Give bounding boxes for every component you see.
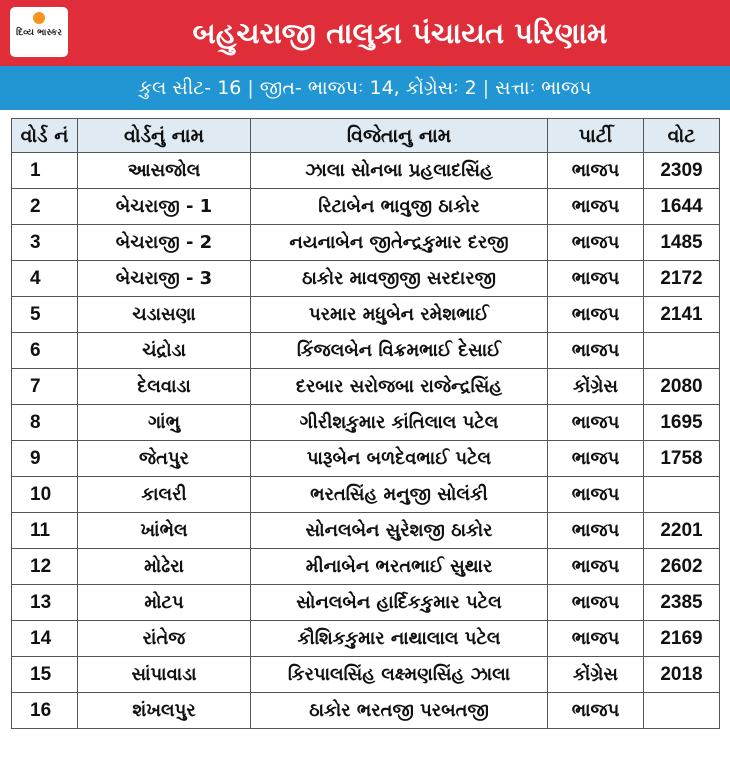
winner-name: ગીરીશકુમાર કાંતિલાલ પટેલ [251, 405, 548, 441]
ward-name: બેચરાજી - 2 [78, 225, 251, 261]
party: ભાજપ [548, 585, 644, 621]
table-row [12, 549, 720, 585]
table-row [12, 333, 720, 369]
header-ward-name: વોર્ડનું નામ [78, 119, 251, 153]
votes [644, 477, 720, 513]
votes: 2141 [644, 297, 720, 333]
party: ભાજપ [548, 693, 644, 729]
table-row [12, 369, 720, 405]
separator: | [247, 77, 254, 99]
header-winner-name: વિજેતાનુ નામ [251, 119, 548, 153]
separator: | [482, 77, 490, 99]
winner-name: સોનલબેન સુરેશજી ઠાકોર [251, 513, 548, 549]
party: કોંગ્રેસ [548, 369, 644, 405]
ward-name: ચંદ્રોડા [78, 333, 251, 369]
ward-number: 12 [12, 549, 78, 585]
ward-name: શંખલપુર [78, 693, 251, 729]
ward-name: મોટપ [78, 585, 251, 621]
table-row [12, 297, 720, 333]
table-row [12, 513, 720, 549]
header-ward-no: વોર્ડ નં [12, 119, 78, 153]
ward-name: કાલરી [78, 477, 251, 513]
ward-name: મોઢેરા [78, 549, 251, 585]
party: ભાજપ [548, 441, 644, 477]
votes: 2602 [644, 549, 720, 585]
table-row [12, 405, 720, 441]
table-body [12, 153, 720, 729]
winner-name: પારૂબેન બળદેવભાઈ પટેલ [251, 441, 548, 477]
votes: 1485 [644, 225, 720, 261]
party: ભાજપ [548, 621, 644, 657]
votes: 2018 [644, 657, 720, 693]
total-seats: કુલ સીટ- 16 [138, 77, 242, 99]
page-title: બહુચરાજી તાલુકા પંચાયત પરિણામ [192, 16, 608, 50]
ward-name: ચડાસણા [78, 297, 251, 333]
table-header-row [12, 119, 720, 153]
winner-name: રિટાબેન ભાવુજી ઠાકોર [251, 189, 548, 225]
winner-name: દરબાર સરોજબા રાજેન્દ્રસિંહ [251, 369, 548, 405]
votes [644, 333, 720, 369]
table-row [12, 621, 720, 657]
ward-name: દેલવાડા [78, 369, 251, 405]
table-row [12, 153, 720, 189]
ward-number: 6 [12, 333, 78, 369]
party: કોંગ્રેસ [548, 657, 644, 693]
table-row [12, 477, 720, 513]
table-row [12, 657, 720, 693]
votes [644, 693, 720, 729]
ward-number: 14 [12, 621, 78, 657]
sun-icon [33, 12, 45, 24]
ward-number: 1 [12, 153, 78, 189]
ward-number: 13 [12, 585, 78, 621]
ward-number: 9 [12, 441, 78, 477]
winner-name: મીનાબેન ભરતભાઈ સુથાર [251, 549, 548, 585]
title-bar [0, 0, 730, 66]
votes: 1758 [644, 441, 720, 477]
votes: 2309 [644, 153, 720, 189]
ward-name: બેચરાજી - 3 [78, 261, 251, 297]
ward-name: બેચરાજી - 1 [78, 189, 251, 225]
divya-bhaskar-logo [10, 7, 68, 57]
party: ભાજપ [548, 225, 644, 261]
ward-number: 11 [12, 513, 78, 549]
winner-name: ઝાલા સોનબા પ્રહલાદસિંહ [251, 153, 548, 189]
party: ભાજપ [548, 549, 644, 585]
winner-name: ઠાકોર માવજીજી સરદારજી [251, 261, 548, 297]
table-row [12, 225, 720, 261]
ward-number: 7 [12, 369, 78, 405]
winner-name: ભરતસિંહ મનુજી સોલંકી [251, 477, 548, 513]
party: ભાજપ [548, 405, 644, 441]
votes: 2201 [644, 513, 720, 549]
table-row [12, 261, 720, 297]
winner-name: સોનલબેન હાર્દિકકુમાર પટેલ [251, 585, 548, 621]
header-votes: વોટ [644, 119, 720, 153]
winner-name: નયનાબેન જીતેન્દ્રકુમાર દરજી [251, 225, 548, 261]
header-party: પાર્ટી [548, 119, 644, 153]
winner-name: કિરપાલસિંહ લક્ષ્મણસિંહ ઝાલા [251, 657, 548, 693]
table-row [12, 585, 720, 621]
ward-number: 10 [12, 477, 78, 513]
winner-name: કૌશિકકુમાર નાથાલાલ પટેલ [251, 621, 548, 657]
votes: 2385 [644, 585, 720, 621]
ward-number: 5 [12, 297, 78, 333]
ward-number: 8 [12, 405, 78, 441]
ward-name: ગાંભુ [78, 405, 251, 441]
party: ભાજપ [548, 333, 644, 369]
votes: 2080 [644, 369, 720, 405]
party-in-power: સત્તાઃ ભાજપ [495, 77, 592, 99]
ward-name: રાંતેજ [78, 621, 251, 657]
party: ભાજપ [548, 261, 644, 297]
summary-bar [0, 66, 730, 110]
winner-name: ઠાકોર ભરતજી પરબતજી [251, 693, 548, 729]
results-table [11, 118, 720, 729]
party: ભાજપ [548, 189, 644, 225]
votes: 2169 [644, 621, 720, 657]
votes: 2172 [644, 261, 720, 297]
table-row [12, 693, 720, 729]
votes: 1695 [644, 405, 720, 441]
ward-number: 15 [12, 657, 78, 693]
table-row [12, 189, 720, 225]
win-count: જીત- ભાજપઃ 14, કોંગ્રેસઃ 2 [259, 77, 477, 99]
ward-name: જેતપુર [78, 441, 251, 477]
party: ભાજપ [548, 477, 644, 513]
ward-number: 4 [12, 261, 78, 297]
ward-name: સાંપાવાડા [78, 657, 251, 693]
votes: 1644 [644, 189, 720, 225]
winner-name: પરમાર મધુબેન રમેશભાઈ [251, 297, 548, 333]
table-row [12, 441, 720, 477]
ward-number: 3 [12, 225, 78, 261]
party: ભાજપ [548, 297, 644, 333]
logo-text: દિવ્ય ભાસ્કર [16, 28, 62, 38]
winner-name: કિંજલબેન વિક્રમભાઈ દેસાઈ [251, 333, 548, 369]
party: ભાજપ [548, 513, 644, 549]
ward-number: 2 [12, 189, 78, 225]
ward-name: ખાંભેલ [78, 513, 251, 549]
ward-name: આસજોલ [78, 153, 251, 189]
ward-number: 16 [12, 693, 78, 729]
party: ભાજપ [548, 153, 644, 189]
